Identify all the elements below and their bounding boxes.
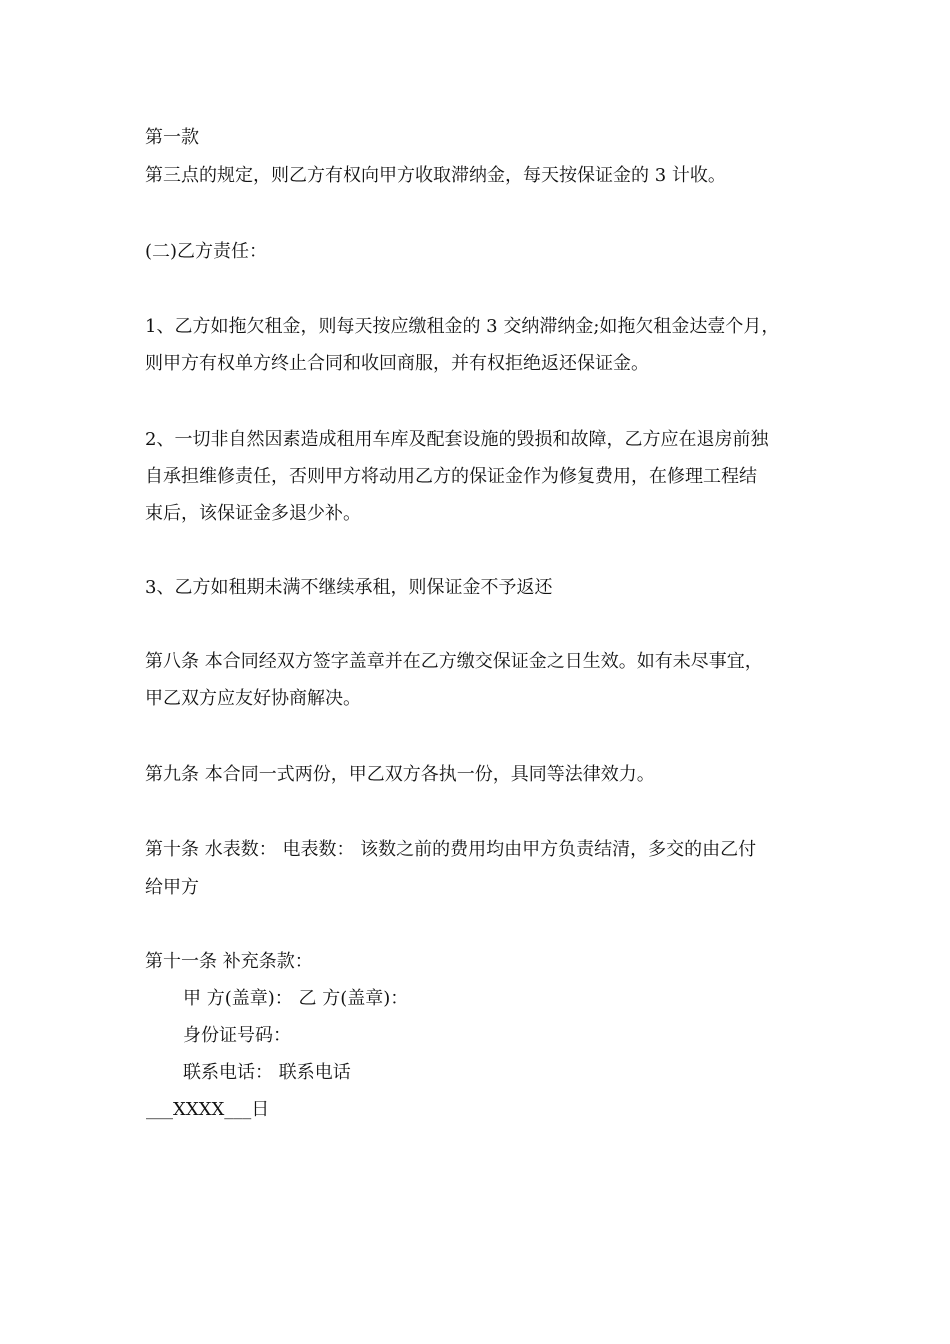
signature-line-id-number: 身份证号码： [183,1025,291,1046]
paragraph-line: 束后，该保证金多退少补。 [145,503,361,524]
paragraph-line: 甲乙双方应友好协商解决。 [145,688,361,709]
article-eleven: 第十一条 补充条款： [145,951,313,972]
section-heading-party-b-duty: (二)乙方责任： [145,241,268,262]
signature-line-phone: 联系电话： 联系电话 [183,1062,351,1083]
paragraph-line: 2、一切非自然因素造成租用车库及配套设施的毁损和故障，乙方应在退房前独 [145,429,769,450]
paragraph-line: 3、乙方如租期未满不继续承租，则保证金不予返还 [145,577,553,598]
paragraph-line: 则甲方有权单方终止合同和收回商服，并有权拒绝返还保证金。 [145,353,649,374]
paragraph-line: 1、乙方如拖欠租金，则每天按应缴租金的 3 交纳滞纳金;如拖欠租金达壹个月， [145,316,780,337]
article-nine: 第九条 本合同一式两份，甲乙双方各执一份，具同等法律效力。 [145,764,655,785]
paragraph-line: 第三点的规定，则乙方有权向甲方收取滞纳金，每天按保证金的 3 计收。 [145,165,726,186]
clause-heading-first: 第一款 [145,127,199,148]
article-ten: 第十条 水表数： 电表数： 该数之前的费用均由甲方负责结清，多交的由乙付 [145,839,757,860]
paragraph-line: 自承担维修责任，否则甲方将动用乙方的保证金作为修复费用，在修理工程结 [145,466,757,487]
paragraph-line: 给甲方 [145,877,199,898]
article-eight: 第八条 本合同经双方签字盖章并在乙方缴交保证金之日生效。如有未尽事宜， [145,651,763,672]
signature-line-parties: 甲 方(盖章)： 乙 方(盖章)： [183,988,409,1009]
date-line: ___XXXX___日 [146,1099,270,1120]
